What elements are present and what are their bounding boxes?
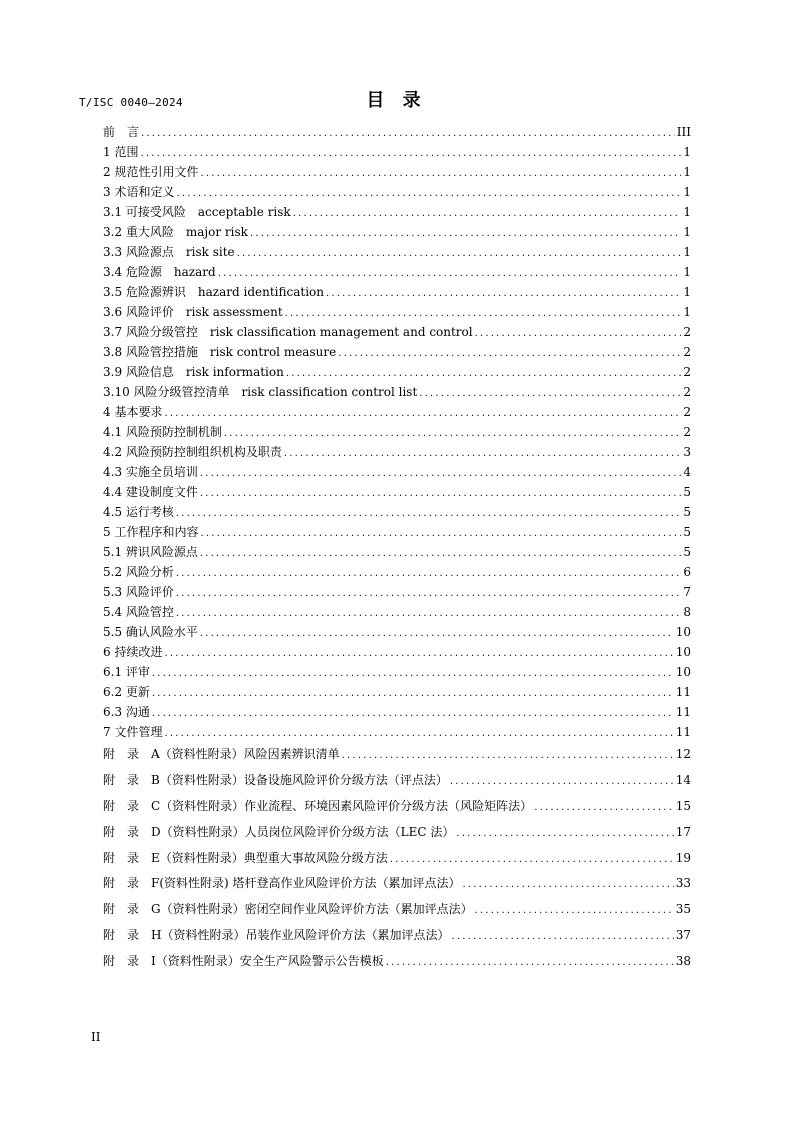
- toc-entry-5-2[interactable]: [103, 562, 691, 582]
- toc-entry-label: 3.9 风险信息 risk information: [103, 365, 284, 379]
- dot-leader: [456, 821, 673, 847]
- toc-entry-label: 5.3 风险评价: [103, 585, 174, 599]
- toc-entry-appendix-f[interactable]: [103, 871, 691, 897]
- toc-entry-6-3[interactable]: [103, 702, 691, 722]
- dot-leader: [152, 664, 674, 684]
- toc-entry-page: III: [676, 125, 691, 139]
- toc-entry-4-3[interactable]: [103, 462, 691, 482]
- dot-leader: [338, 344, 681, 364]
- page-number: II: [91, 1030, 101, 1044]
- dot-leader: [176, 504, 681, 524]
- toc-entry-6-2[interactable]: [103, 682, 691, 702]
- toc-entry-4-4[interactable]: [103, 482, 691, 502]
- toc-entry-page: 1: [683, 245, 691, 259]
- toc-entry-page: 37: [675, 928, 691, 943]
- toc-entry-label: 6.2 更新: [103, 685, 150, 699]
- toc-entry-page: 4: [683, 465, 691, 479]
- toc-entry-label: 3.5 危险源辨识 hazard identification: [103, 285, 324, 299]
- dot-leader: [419, 384, 681, 404]
- toc-entry-label: 3.3 风险源点 risk site: [103, 245, 235, 259]
- dot-leader: [200, 544, 681, 564]
- toc-entry-page: 12: [675, 747, 691, 761]
- toc-entry-4-5[interactable]: [103, 502, 691, 522]
- dot-leader: [390, 847, 674, 873]
- dot-leader: [224, 424, 681, 444]
- toc-entry-page: 2: [683, 425, 691, 439]
- dot-leader: [475, 324, 682, 344]
- toc-entry-4-1[interactable]: [103, 422, 691, 442]
- toc-entry-label: 附 录 D（资料性附录）人员岗位风险评价分级方法（LEC 法）: [103, 824, 455, 839]
- toc-entry-5-4[interactable]: [103, 602, 691, 622]
- toc-entry-page: 1: [683, 305, 691, 319]
- toc-entry-page: 1: [683, 285, 691, 299]
- dot-leader: [176, 584, 681, 604]
- toc-entry-5-1[interactable]: [103, 542, 691, 562]
- toc-entry-foreword[interactable]: [103, 122, 691, 142]
- toc-entry-label: 附 录 A（资料性附录）风险因素辨识清单: [103, 747, 340, 761]
- toc-entry-appendix-a[interactable]: [103, 742, 691, 768]
- dot-leader: [293, 204, 682, 224]
- toc-entry-5[interactable]: [103, 522, 691, 542]
- toc-entry-3[interactable]: [103, 182, 691, 202]
- dot-leader: [164, 404, 681, 424]
- dot-leader: [286, 364, 682, 384]
- dot-leader: [200, 164, 681, 184]
- toc-entry-3-8[interactable]: [103, 342, 691, 362]
- dot-leader: [284, 444, 681, 464]
- toc-entry-label: 5.4 风险管控: [103, 605, 174, 619]
- dot-leader: [534, 795, 674, 821]
- toc-entry-label: 附 录 B（资料性附录）设备设施风险评价分级方法（评点法）: [103, 772, 448, 787]
- toc-entry-label: 前 言: [103, 125, 140, 139]
- toc-entry-page: 8: [683, 605, 691, 619]
- toc-entry-appendix-c[interactable]: [103, 794, 691, 820]
- toc-entry-label: 7 文件管理: [103, 725, 163, 739]
- toc-entry-page: 19: [675, 850, 691, 865]
- dot-leader: [342, 743, 674, 769]
- dot-leader: [164, 644, 673, 664]
- toc-entry-3-7[interactable]: [103, 322, 691, 342]
- toc-entry-label: 5.1 辨识风险源点: [103, 545, 198, 559]
- toc-entry-label: 1 范围: [103, 145, 139, 159]
- toc-entry-3-9[interactable]: [103, 362, 691, 382]
- toc-entry-label: 5.5 确认风险水平: [103, 625, 198, 639]
- toc-entry-page: 11: [675, 685, 691, 699]
- toc-entry-page: 2: [683, 345, 691, 359]
- toc-entry-page: 33: [675, 876, 691, 891]
- toc-entry-label: 附 录 H（资料性附录）吊装作业风险评价方法（累加评点法）: [103, 928, 450, 943]
- toc-entry-label: 4.5 运行考核: [103, 505, 174, 519]
- toc-entry-page: 35: [675, 902, 691, 917]
- dot-leader: [386, 950, 674, 976]
- dot-leader: [152, 684, 674, 704]
- page-title: 目 录: [366, 90, 427, 111]
- toc-entry-label: 附 录 E（资料性附录）典型重大事故风险分级方法: [103, 850, 388, 865]
- dot-leader: [285, 304, 682, 324]
- dot-leader: [200, 484, 681, 504]
- toc-entry-label: 附 录 G（资料性附录）密闭空间作业风险评价方法（累加评点法）: [103, 902, 473, 917]
- toc-entry-3-1[interactable]: [103, 202, 691, 222]
- toc-entry-page: 5: [683, 485, 691, 499]
- dot-leader: [176, 604, 681, 624]
- toc-entry-page: 1: [683, 225, 691, 239]
- toc-entry-appendix-g[interactable]: [103, 897, 691, 923]
- toc-entry-label: 6.3 沟通: [103, 705, 150, 719]
- toc-entry-page: 3: [683, 445, 691, 459]
- toc-entry-label: 5 工作程序和内容: [103, 525, 199, 539]
- toc-entry-label: 6.1 评审: [103, 665, 150, 679]
- toc-entry-2[interactable]: [103, 162, 691, 182]
- toc-entry-page: 2: [683, 385, 691, 399]
- toc-entry-page: 1: [683, 265, 691, 279]
- toc-entry-6[interactable]: [103, 642, 691, 662]
- toc-entry-3-3[interactable]: [103, 242, 691, 262]
- toc-entry-page: 2: [683, 365, 691, 379]
- toc-entry-page: 1: [683, 145, 691, 159]
- toc-entry-3-5[interactable]: [103, 282, 691, 302]
- toc-entry-3-2[interactable]: [103, 222, 691, 242]
- toc-entry-5-5[interactable]: [103, 622, 691, 642]
- toc-entry-page: 11: [675, 725, 691, 739]
- toc-entry-page: 17: [675, 824, 691, 839]
- toc-entry-label: 4.2 风险预防控制组织机构及职责: [103, 445, 282, 459]
- dot-leader: [164, 724, 673, 744]
- toc-entry-page: 1: [683, 165, 691, 179]
- dot-leader: [218, 264, 682, 284]
- toc-entry-label: 4.3 实施全员培训: [103, 465, 198, 479]
- dot-leader: [152, 704, 674, 724]
- toc-entry-label: 5.2 风险分析: [103, 565, 174, 579]
- dot-leader: [176, 184, 681, 204]
- toc-entry-appendix-e[interactable]: [103, 846, 691, 872]
- dot-leader: [176, 564, 681, 584]
- toc-entry-4[interactable]: [103, 402, 691, 422]
- toc-entry-label: 4.4 建设制度文件: [103, 485, 198, 499]
- dot-leader: [250, 224, 681, 244]
- toc-entry-label: 3.8 风险管控措施 risk control measure: [103, 345, 337, 359]
- toc-entry-label: 4.1 风险预防控制机制: [103, 425, 222, 439]
- toc-entry-label: 2 规范性引用文件: [103, 165, 199, 179]
- toc-entry-page: 5: [683, 505, 691, 519]
- toc-entry-page: 6: [683, 565, 691, 579]
- dot-leader: [450, 769, 674, 795]
- toc-entry-page: 1: [683, 185, 691, 199]
- toc-entry-3-6[interactable]: [103, 302, 691, 322]
- toc-entry-label: 3.1 可接受风险 acceptable risk: [103, 205, 291, 219]
- dot-leader: [200, 464, 681, 484]
- dot-leader: [451, 924, 673, 950]
- dot-leader: [200, 624, 674, 644]
- toc-entry-appendix-i[interactable]: [103, 949, 691, 975]
- toc-entry-label: 3.4 危险源 hazard: [103, 265, 216, 279]
- dot-leader: [475, 898, 674, 924]
- toc-entry-label: 附 录 I（资料性附录）安全生产风险警示公告模板: [103, 954, 384, 969]
- toc-entry-label: 6 持续改进: [103, 645, 163, 659]
- toc-entry-label: 4 基本要求: [103, 405, 163, 419]
- toc-entry-page: 15: [675, 798, 691, 813]
- toc-entry-label: 3.6 风险评价 risk assessment: [103, 305, 283, 319]
- table-of-contents: [103, 122, 691, 975]
- toc-entry-appendix-h[interactable]: [103, 923, 691, 949]
- toc-entry-label: 3.10 风险分级管控清单 risk classification control list: [103, 385, 418, 399]
- toc-entry-label: 3.7 风险分级管控 risk classification management and control: [103, 325, 473, 339]
- toc-entry-appendix-d[interactable]: [103, 820, 691, 846]
- toc-entry-page: 5: [683, 545, 691, 559]
- toc-entry-page: 38: [675, 954, 691, 969]
- toc-entry-page: 10: [675, 625, 691, 639]
- toc-entry-3-10[interactable]: [103, 382, 691, 402]
- dot-leader: [141, 124, 675, 144]
- toc-entry-page: 2: [683, 325, 691, 339]
- toc-entry-label: 3 术语和定义: [103, 185, 175, 199]
- toc-entry-label: 3.2 重大风险 major risk: [103, 225, 248, 239]
- toc-entry-appendix-b[interactable]: [103, 768, 691, 794]
- toc-entry-page: 11: [675, 705, 691, 719]
- toc-entry-page: 14: [675, 772, 691, 787]
- toc-entry-page: 2: [683, 405, 691, 419]
- toc-entry-label: 附 录 C（资料性附录）作业流程、环境因素风险评价分级方法（风险矩阵法）: [103, 798, 533, 813]
- standard-code: T/ISC 0040—2024: [79, 96, 183, 109]
- toc-entry-page: 10: [675, 645, 691, 659]
- toc-entry-7[interactable]: [103, 722, 691, 742]
- toc-entry-3-4[interactable]: [103, 262, 691, 282]
- toc-entry-5-3[interactable]: [103, 582, 691, 602]
- dot-leader: [326, 284, 681, 304]
- toc-entry-page: 1: [683, 205, 691, 219]
- dot-leader: [140, 144, 681, 164]
- toc-entry-1[interactable]: [103, 142, 691, 162]
- toc-entry-6-1[interactable]: [103, 662, 691, 682]
- dot-leader: [237, 244, 682, 264]
- toc-entry-page: 7: [683, 585, 691, 599]
- toc-entry-page: 5: [683, 525, 691, 539]
- dot-leader: [200, 524, 681, 544]
- toc-entry-page: 10: [675, 665, 691, 679]
- toc-entry-4-2[interactable]: [103, 442, 691, 462]
- toc-entry-label: 附 录 F(资料性附录) 塔杆登高作业风险评价方法（累加评点法）: [103, 876, 461, 891]
- dot-leader: [463, 872, 674, 898]
